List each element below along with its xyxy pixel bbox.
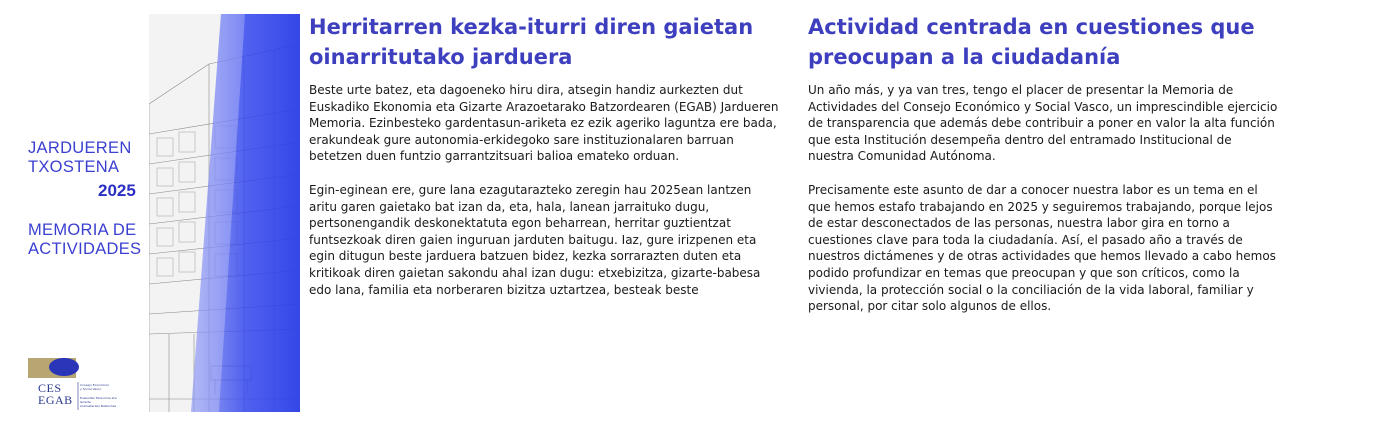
basque-paragraph-2: Egin-eginean ere, gure lana ezagutarazteko zeregin hau 2025ean lantzen aritu garen gaietako bat izan da, eta, hala, lanean jarraituko dugu, pertsonengandik deskonektatuta egon beharrean, herritar guztientzat funtsezkoak diren gaien inguruan jarduten baitugu. Iaz, gure irizpenen eta egin ditugun beste jarduera batzuen bidez, kezka sorrarazten duten eta kritikoak diren gaietan sakondu ahal izan dugu: etxebizitza, gizarte-babesa edo lana, familia eta norberaren bizitza uztartzea, besteak beste [309,182,761,297]
logo-name-es-line2: y Social Vasco [80,387,102,391]
spanish-column [808,12,1288,332]
cover-title-basque [28,139,132,177]
cover-title-spanish [28,221,141,259]
cover-title-eu-line2: TXOSTENA [28,158,120,176]
spanish-heading-line1: Actividad centrada en cuestiones que [808,15,1255,39]
logo-name-es [80,383,122,391]
cover-year: 2025 [98,181,136,200]
building-illustration [149,14,300,412]
cover-title-es-line2: ACTIVIDADES [28,240,142,258]
cover-title-eu-line1: JARDUEREN [28,139,132,157]
logo-name-es-line1: Consejo Económico [80,383,110,387]
logo-name-eu-line1: Euskadiko Ekonomia eta Gizarte [80,396,117,404]
logo-ces-text: CES [38,381,62,395]
logo-name-eu [80,396,122,408]
cover-panel [0,14,300,412]
spanish-paragraph-2: Precisamente este asunto de dar a conocer nuestra labor es un tema en el que hemos estafo trabajando en 2025 y seguiremos trabajando, porque lejos de estar desconectados de las personas, nuestra labor gira en torno a cuestiones clave para toda la ciudadanía. Así, el pasado año a través de nuestros dictámenes y de otras actividades que hemos llevado a cabo hemos podido profundizar en temas que preocupan y que son críticos, como la vivienda, la protección social o la conciliación de la vida laboral, familiar y personal, por citar solo algunos de ellos. [808,182,1276,314]
basque-paragraph-1: Beste urte batez, eta dagoeneko hiru dira, atsegin handiz aurkezten dut Euskadiko Ekonomia eta Gizarte Arazoetarako Batzordearen (EGAB) Jardueren Memoria. Ezinbesteko gardentasun-ariketa ez ezik ageriko laguntza ere bada, erakundeak gure autonomia-erkidegoko sare instituzionalaren barruan betetzen duen funtzio garrantzitsuari balioa emateko orduan. [309,83,779,164]
basque-column [309,12,789,315]
basque-heading-line1: Herritarren kezka-iturri diren gaietan [309,15,754,39]
logo-egab-text: EGAB [38,393,73,407]
spanish-heading [808,12,1288,72]
basque-heading [309,12,789,72]
basque-heading-line2: oinarritutako jarduera [309,45,573,69]
spanish-paragraph-1: Un año más, y ya van tres, tengo el placer de presentar la Memoria de Actividades del Consejo Económico y Social Vasco, un imprescindible ejercicio de transparencia que además debe contribuir a poner en valor la alta función que esta Institución desempeña dentro del entramado Institucional de nuestra Comunidad Autónoma. [808,83,1278,164]
cover-title-es-line1: MEMORIA DE [28,221,137,239]
spanish-heading-line2: preocupan a la ciudadanía [808,45,1121,69]
ces-egab-logo [28,356,124,412]
logo-name-eu-line2: Arazoetarako Batzordea [80,404,117,408]
